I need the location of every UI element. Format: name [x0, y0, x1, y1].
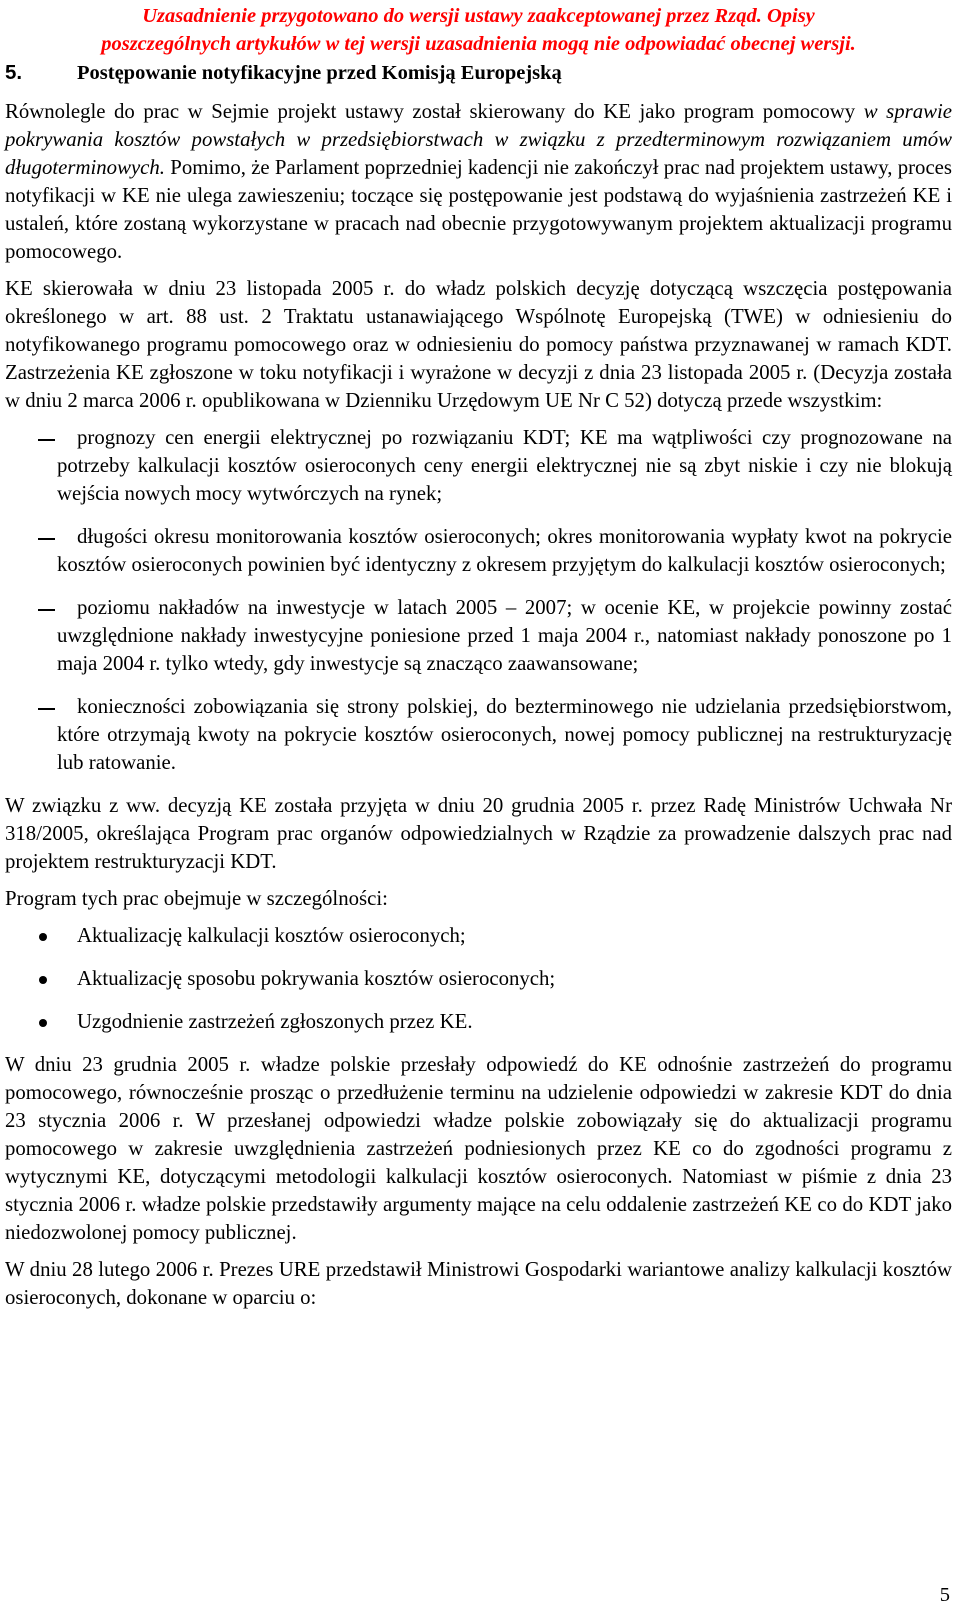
- paragraph-council-resolution: W związku z ww. decyzją KE została przyjęta w dniu 20 grudnia 2005 r. przez Radę Ministrów Uchwała Nr 318/2005, określająca Program prac organów odpowiedzialnych w Rządzie za prowadzenie dalszych prac nad projektem restrukturyzacji KDT.: [5, 794, 952, 873]
- bullet-icon: [39, 976, 47, 984]
- list-item-text: poziomu nakładów na inwestycje w latach 2005 – 2007; w ocenie KE, w projekcie powinny zostać uwzględnione nakłady inwestycyjne poniesione przed 1 maja 2004 r., natomiast nakłady ponoszone po 1 maja 2004 r. tylko wtedy, gdy inwestycje są znacząco zaawansowane;: [57, 596, 952, 675]
- bullet-icon: [39, 1019, 47, 1027]
- draft-notice-line-2: poszczególnych artykułów w tej wersji uzasadnienia mogą nie odpowiadać obecnej wersji.: [101, 33, 856, 55]
- list-item-text: Uzgodnienie zastrzeżeń zgłoszonych przez KE.: [77, 1010, 473, 1033]
- list-item-text: konieczności zobowiązania się strony polskiej, do bezterminowego nie udzielania przedsiębiorstwom, które otrzymają kwoty na pokrycie kosztów osieroconych, nowej pomocy publicznej na restrukturyzację lub ratowanie.: [57, 695, 952, 774]
- list-item-text: prognozy cen energii elektrycznej po rozwiązaniu KDT; KE ma wątpliwości czy prognozowane na potrzeby kalkulacji kosztów osieroconych ceny energii elektrycznej nie są zbyt niskie i czy nie blokują wejścia nowych mocy wytwórczych na rynek;: [57, 426, 952, 505]
- list-item: [5, 693, 952, 777]
- list-item-text: Aktualizację sposobu pokrywania kosztów osieroconych;: [77, 967, 556, 990]
- page-number: 5: [939, 1584, 950, 1606]
- draft-notice: [5, 2, 952, 58]
- paragraph-1-italic: w sprawie pokrywania kosztów powstałych w przedsiębiorstwach w związku z przedterminowym rozwiązaniem umów długoterminowych.: [5, 100, 953, 179]
- paragraph-program-intro: Program tych prac obejmuje w szczególności:: [5, 887, 388, 910]
- paragraph-1-end: Pomimo, że Parlament poprzedniej kadencji nie zakończył prac nad projektem ustawy, proces notyfikacji w KE nie ulega zawieszeniu; toczące się postępowanie jest podstawą do wyjaśnienia zastrzeżeń KE i ustaleń, które zostaną wykorzystane w pracach nad obecnie przygotowywanym projektem aktualizacji programu pomocowego.: [5, 156, 952, 263]
- list-item: [5, 965, 952, 993]
- concerns-list: [5, 424, 952, 777]
- list-item-text: długości okresu monitorowania kosztów osieroconych; okres monitorowania wypłaty kwot na pokrycie kosztów osieroconych powinien być identyczny z okresem przyjętym do kalkulacji kosztów osieroconych;: [57, 525, 952, 576]
- paragraph-ke-decision: KE skierowała w dniu 23 listopada 2005 r. do władz polskich decyzję dotyczącą wszczęcia postępowania określonego w art. 88 ust. 2 Traktatu ustanawiającego Wspólnotę Europejską (TWE) w odniesieniu do notyfikowanego programu pomocowego oraz w odniesieniu do pomocy państwa przyznawanej w ramach KDT. Zastrzeżenia KE zgłoszone w toku notyfikacji i wyrażone w decyzji z dnia 23 listopada 2005 r. (Decyzja została w dniu 2 marca 2006 r. opublikowana w Dzienniku Urzędowym UE Nr C 52) dotyczą przede wszystkim:: [5, 277, 952, 412]
- list-item: [5, 922, 952, 950]
- draft-notice-line-1: Uzasadnienie przygotowano do wersji ustawy zaakceptowanej przez Rząd. Opisy: [142, 5, 815, 27]
- list-item: [5, 424, 952, 508]
- list-item: [5, 1008, 952, 1036]
- bullet-icon: [39, 933, 47, 941]
- list-item: [5, 523, 952, 579]
- list-item-text: Aktualizację kalkulacji kosztów osieroconych;: [77, 924, 466, 947]
- list-item: [5, 594, 952, 678]
- section-title: Postępowanie notyfikacyjne przed Komisją Europejską: [77, 62, 562, 84]
- section-number: 5.: [5, 61, 23, 84]
- paragraph-polish-response: W dniu 23 grudnia 2005 r. władze polskie przesłały odpowiedź do KE odnośnie zastrzeżeń do programu pomocowego, równocześnie prosząc o przedłużenie terminu na udzielenie odpowiedzi w zakresie KDT do dnia 23 stycznia 2006 r. W przesłanej odpowiedzi władze polskie zobowiązały się do aktualizacji programu pomocowego w zakresie uwzględnienia zastrzeżeń podniesionych przez KE co do zgodności programu z wytycznymi KE, dotyczącymi metodologii kalkulacji kosztów osieroconych. Natomiast w piśmie z dnia 23 stycznia 2006 r. władze polskie przedstawiły argumenty mające na celu oddalenie zastrzeżeń KE co do KDT jako niedozwolonej pomocy publicznej.: [5, 1053, 952, 1244]
- section-heading: [5, 58, 952, 88]
- paragraph-1-start: Równolegle do prac w Sejmie projekt ustawy został skierowany do KE jako program pomocowy: [5, 100, 864, 123]
- paragraph-notification-intro: [5, 98, 952, 266]
- paragraph-ure-analysis: W dniu 28 lutego 2006 r. Prezes URE przedstawił Ministrowi Gospodarki wariantowe analizy kalkulacji kosztów osieroconych, dokonane w oparciu o:: [5, 1258, 952, 1309]
- program-list: [5, 922, 952, 1036]
